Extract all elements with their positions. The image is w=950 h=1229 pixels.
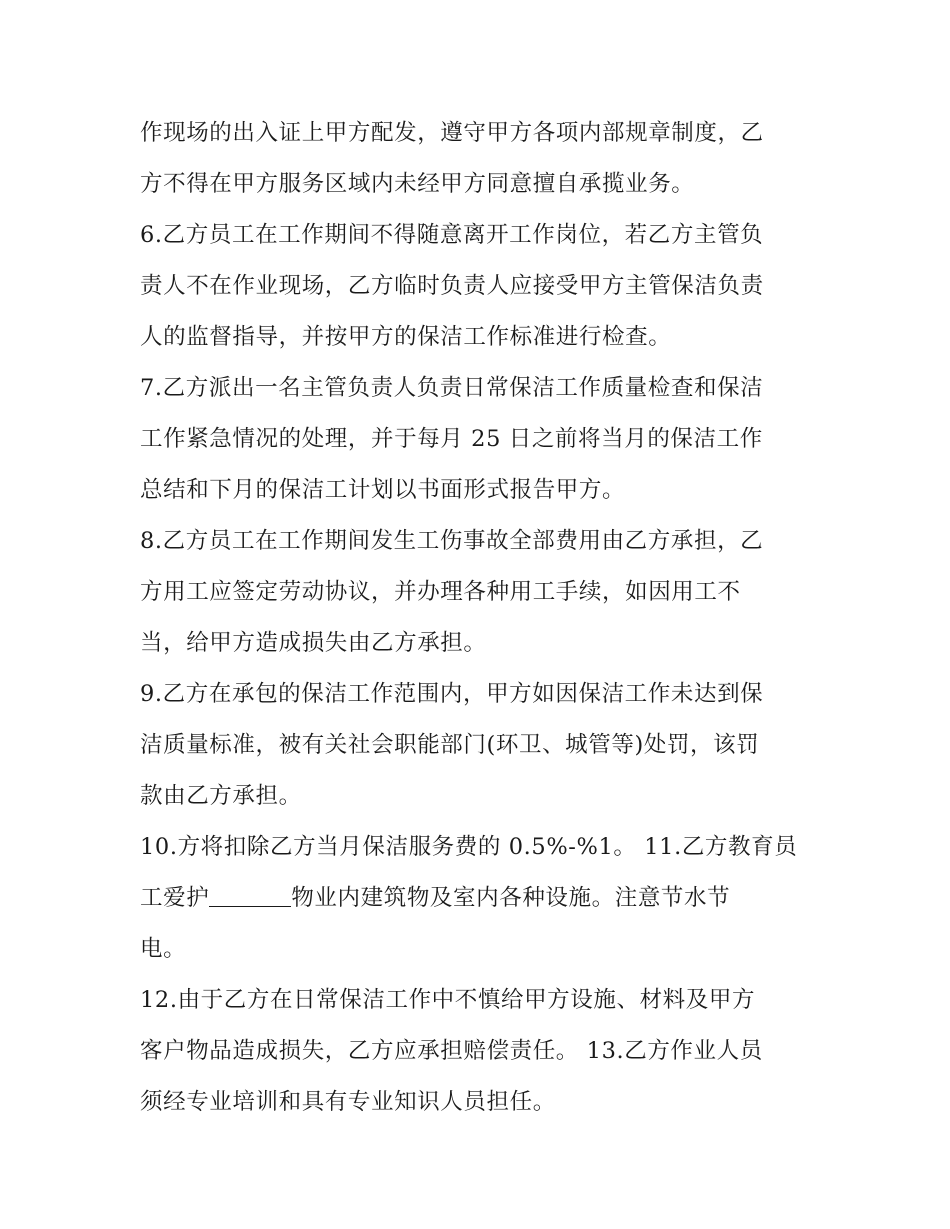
clause-10-11-line: 10.方将扣除乙方当月保洁服务费的 0.5%-%1。 11.乙方教育员 xyxy=(140,834,798,860)
text-line-with-blank xyxy=(140,873,830,924)
text-line: 工作紧急情况的处理，并于每月 25 日之前将当月的保洁工作 xyxy=(140,426,763,452)
text-line: 作现场的出入证上甲方配发，遵守甲方各项内部规章制度，乙 xyxy=(140,120,764,146)
text-line: 电。 xyxy=(140,936,187,962)
clause-6-line: 6.乙方员工在工作期间不得随意离开工作岗位，若乙方主管负 xyxy=(140,222,764,248)
text-segment: 物业内建筑物及室内各种设施。注意节水节 xyxy=(291,885,731,911)
text-line: 洁质量标准，被有关社会职能部门(环卫、城管等)处罚，该罚 xyxy=(140,732,760,758)
text-line: 方不得在甲方服务区域内未经甲方同意擅自承揽业务。 xyxy=(140,171,695,197)
text-segment: 工爱护 xyxy=(140,885,210,911)
text-line: 方用工应签定劳动协议，并办理各种用工手续，如因用工不 xyxy=(140,579,741,605)
clause-8-line: 8.乙方员工在工作期间发生工伤事故全部费用由乙方承担，乙 xyxy=(140,528,764,554)
text-line: 须经专业培训和具有专业知识人员担任。 xyxy=(140,1089,556,1115)
text-line: 款由乙方承担。 xyxy=(140,783,302,809)
fill-in-blank xyxy=(209,884,291,907)
text-line: 总结和下月的保洁工计划以书面形式报告甲方。 xyxy=(140,477,626,503)
clause-9-line: 9.乙方在承包的保洁工作范围内，甲方如因保洁工作未达到保 xyxy=(140,681,764,707)
contract-text xyxy=(140,108,830,1128)
text-line: 人的监督指导，并按甲方的保洁工作标准进行检查。 xyxy=(140,324,672,350)
text-line: 当，给甲方造成损失由乙方承担。 xyxy=(140,630,487,656)
clause-7-line: 7.乙方派出一名主管负责人负责日常保洁工作质量检查和保洁 xyxy=(140,375,764,401)
clause-13-line: 客户物品造成损失，乙方应承担赔偿责任。 13.乙方作业人员 xyxy=(140,1038,763,1064)
text-line: 责人不在作业现场，乙方临时负责人应接受甲方主管保洁负责 xyxy=(140,273,764,299)
clause-12-line: 12.由于乙方在日常保洁工作中不慎给甲方设施、材料及甲方 xyxy=(140,987,756,1013)
